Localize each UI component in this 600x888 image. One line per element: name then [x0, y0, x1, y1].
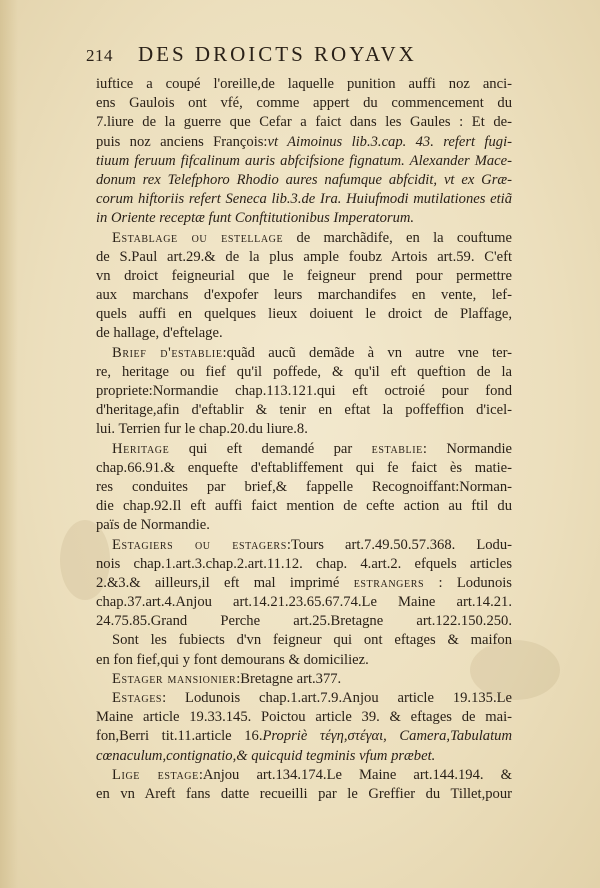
- text-segment: païs de Normandie.: [96, 517, 210, 534]
- text-line: [96, 727, 512, 746]
- text-line: [96, 171, 512, 190]
- text-line: [96, 324, 512, 343]
- text-segment: tiuum feruum fifcalinum auris abfcifsione fignatum. Alexander Mace-: [96, 152, 512, 169]
- text-segment: vt Aimoinus lib.3.cap. 43. refert fugi-: [267, 133, 512, 150]
- text-segment: en fon fief,qui y font demourans & domiciliez.: [96, 651, 369, 668]
- text-segment: de S.Paul art.29.& de la plus ample foubz Artois art.59. C'eft: [96, 248, 512, 265]
- running-title: DES DROICTS ROYAVX: [138, 42, 417, 66]
- text-segment: chap.66.91.& enquefte d'eftabliffement qui fe faict ès matie-: [96, 459, 512, 476]
- text-line: [96, 267, 512, 286]
- text-segment: Propriè τέγη,στέγαι, Camera,Tabulatum: [262, 728, 512, 745]
- text-line: [96, 516, 512, 535]
- smallcaps-term: Estages: [112, 690, 163, 706]
- page-edge-shadow: [0, 0, 18, 888]
- text-line: [96, 651, 512, 670]
- text-segment: :Anjou art.134.174.Le Maine art.144.194. &: [198, 766, 512, 783]
- text-segment: in Oriente receptæ funt Conftitutionibus Imperatorum.: [96, 210, 415, 227]
- smallcaps-term: Estagiers ou estagers: [112, 536, 287, 553]
- text-segment: chap.37.art.4.Anjou art.14.21.23.65.67.74.Le Maine art.14.21.: [96, 594, 512, 611]
- text-line: [96, 94, 512, 113]
- text-line: [96, 478, 512, 497]
- text-line: [96, 708, 512, 727]
- text-line: [96, 286, 512, 305]
- text-line: [96, 401, 512, 420]
- text-line: [96, 248, 512, 267]
- text-segment: de hallage, d'eftelage.: [96, 325, 223, 342]
- text-line: [96, 497, 512, 516]
- text-line: [96, 75, 512, 94]
- text-segment: : Lodunois chap.1.art.7.9.Anjou article 19.135.Le: [162, 690, 512, 706]
- smallcaps-term: Brief d'establie: [112, 344, 223, 361]
- text-line: [96, 689, 512, 708]
- text-line: [96, 209, 512, 228]
- text-segment: aux marchans d'expofer leurs marchandifes en vente, lef-: [96, 287, 512, 304]
- text-segment: nois chap.1.art.3.chap.2.art.11.12. chap. 4.art.2. efquels articles: [96, 555, 512, 572]
- body-text: [96, 75, 512, 804]
- text-segment: : Lodunois: [424, 574, 512, 591]
- text-line: [96, 133, 512, 152]
- text-segment: propriete:Normandie chap.113.121.qui eft octroié pour fond: [96, 383, 512, 399]
- smallcaps-term: Estager mansionier: [112, 670, 237, 687]
- text-segment: puis noz anciens François:: [96, 133, 268, 150]
- text-line: [96, 152, 512, 171]
- text-segment: :quãd aucũ demãde à vn autre vne ter-: [222, 344, 512, 361]
- text-line: [96, 536, 512, 555]
- page-number: 214: [86, 46, 113, 65]
- text-segment: :Tours art.7.49.50.57.368. Lodu-: [286, 536, 512, 553]
- text-line: [96, 229, 512, 248]
- text-segment: de marchãdife, en la couftume: [283, 229, 512, 246]
- text-line: [96, 382, 512, 401]
- text-segment: 7.liure de la guerre que Cefar a faict dans les Gaules : Et de-: [96, 114, 512, 131]
- text-segment: vn droict feigneurial que le feigneur prend pour permettre: [96, 267, 512, 284]
- text-segment: qui eft demandé par: [169, 440, 372, 457]
- text-segment: 2.&3.& ailleurs,il eft mal imprimé: [96, 574, 354, 591]
- text-line: [96, 670, 512, 689]
- text-line: [96, 363, 512, 382]
- text-line: [96, 785, 512, 804]
- text-segment: die chap.92.Il eft auffi faict mention de cefte action au ftil du: [96, 498, 512, 515]
- smallcaps-term: Establage ou estellage: [112, 229, 284, 246]
- text-segment: en vn Areft fans datte recueilli par le Greffier du Tillet,pour: [96, 785, 512, 802]
- text-line: [96, 459, 512, 478]
- text-line: [96, 747, 512, 766]
- text-line: [96, 631, 512, 650]
- text-line: [96, 305, 512, 324]
- text-segment: ens Gaulois ont vfé, comme appert du commencement du: [96, 95, 512, 112]
- smallcaps-term: establie: [371, 440, 423, 457]
- text-line: [96, 555, 512, 574]
- text-segment: iuftice a coupé l'oreille,de laquelle punition auffi noz anci-: [96, 76, 512, 92]
- smallcaps-term: Heritage: [112, 440, 170, 457]
- text-segment: res conduites par brief,& fappelle Recognoiffant:Norman-: [96, 478, 512, 495]
- smallcaps-term: Lige estage: [112, 766, 199, 783]
- text-line: [96, 344, 512, 363]
- text-line: [96, 612, 512, 631]
- text-line: [96, 440, 512, 459]
- text-line: [96, 766, 512, 785]
- text-segment: corum hiftoriis refert Seneca lib.3.de Ira. Huiufmodi mutilationes etiã: [96, 191, 512, 208]
- text-segment: cœnaculum,contignatio,& quicquid tegminis vfum præbet.: [96, 747, 436, 764]
- text-segment: Maine article 19.33.145. Poictou article 39. & eftages de mai-: [96, 709, 512, 726]
- text-segment: d'heritage,afin d'eftablir & tenir en eftat la poffeffion d'icel-: [96, 402, 512, 419]
- text-segment: fon,Berri tit.11.article 16.: [96, 728, 263, 745]
- text-segment: quels auffi en quelques lieux doiuent le droict de Plaffage,: [96, 306, 512, 323]
- text-segment: lui. Terrien fur le chap.20.du liure.8.: [96, 421, 308, 438]
- page-header: [86, 40, 526, 70]
- text-segment: :Bretagne art.377.: [236, 670, 342, 687]
- smallcaps-term: estrangers: [353, 574, 425, 591]
- text-line: [96, 190, 512, 209]
- text-segment: donum rex Telefphoro Rhodio aures nafumque abfcidit, vt ex Græ-: [96, 171, 512, 188]
- text-segment: Sont les fubiects d'vn feigneur qui ont eftages & maifon: [112, 632, 512, 649]
- text-line: [96, 574, 512, 593]
- text-segment: 24.75.85.Grand Perche art.25.Bretagne art.122.150.250.: [96, 613, 512, 630]
- text-line: [96, 113, 512, 132]
- text-segment: re, heritage ou fief qu'il poffede, & qu'il eft queftion de la: [96, 363, 512, 380]
- text-line: [96, 420, 512, 439]
- text-line: [96, 593, 512, 612]
- text-segment: : Normandie: [422, 440, 512, 457]
